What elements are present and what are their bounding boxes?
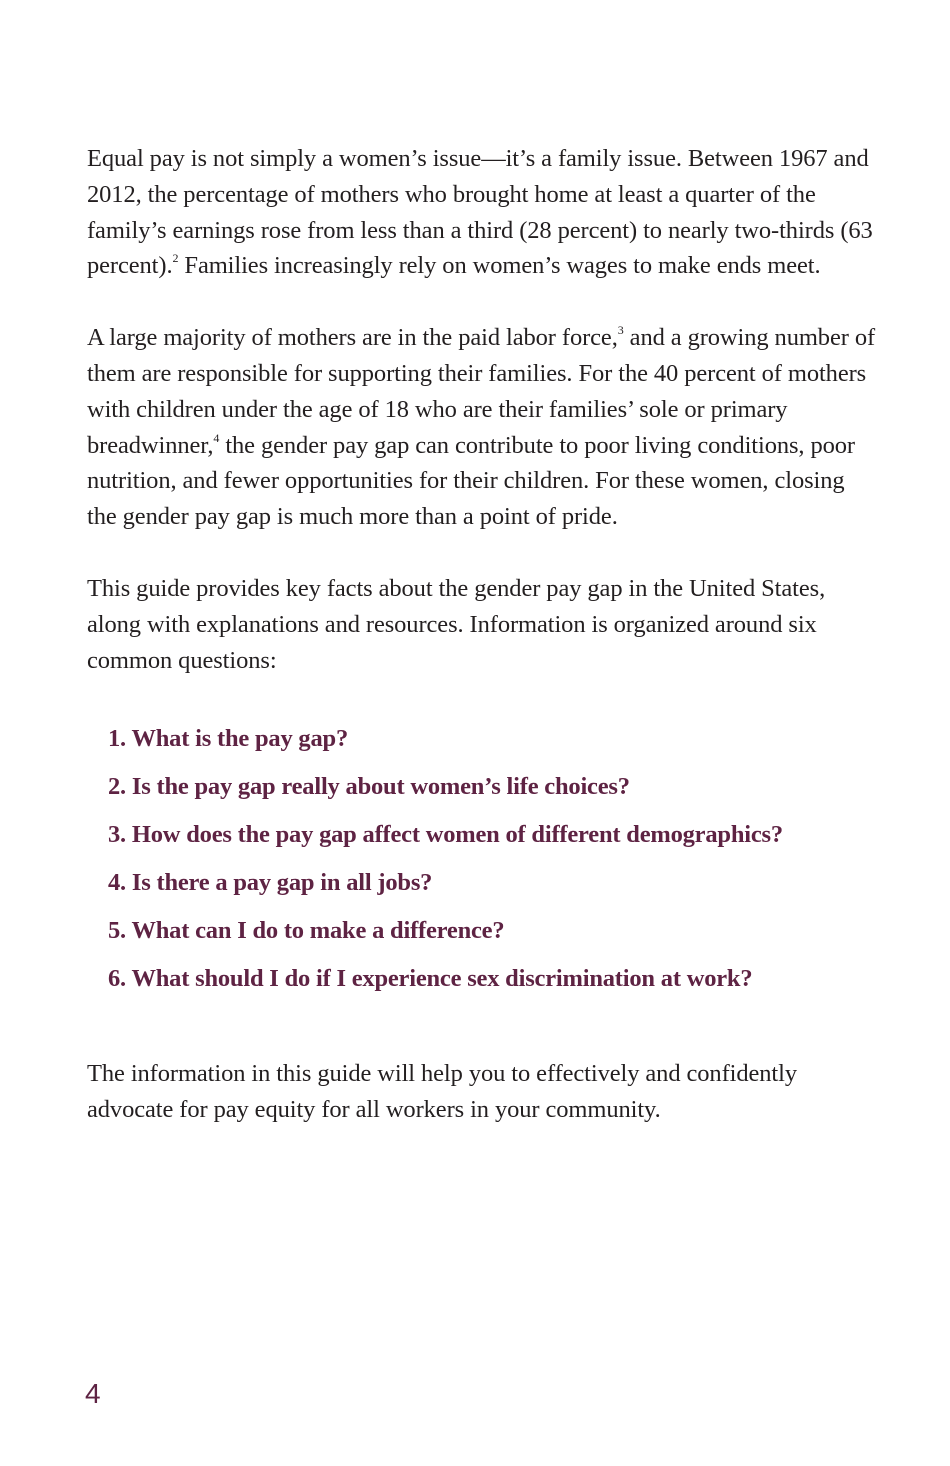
footnote-ref-4: 4 (213, 430, 220, 445)
paragraph-closing: The information in this guide will help you to effectively and confidently advocate for pay equity for all workers in your community. (87, 1060, 797, 1124)
paragraph-text: Families increasingly rely on women’s wages to make ends meet. (178, 252, 821, 280)
question-item: 1. What is the pay gap? (108, 725, 348, 753)
questions-list (87, 724, 877, 994)
paragraph-text: the gender pay gap can contribute to poor living conditions, poor nutrition, and fewer opportunities for their children. For these women, closing the gender pay gap is much more than a point of pride. (87, 431, 855, 531)
footnote-ref-2: 2 (172, 251, 179, 266)
paragraph-family-issue (87, 141, 877, 284)
footnote-ref-3: 3 (617, 323, 624, 338)
paragraph-text: A large majority of mothers are in the paid labor force, (87, 324, 618, 352)
question-item: 3. How does the pay gap affect women of different demographics? (108, 821, 783, 849)
paragraph-breadwinners (87, 320, 877, 535)
paragraph-text: Equal pay is not simply a women’s issue—it’s a family issue. Between 1967 and 2012, the percentage of mothers who brought home at least a quarter of the family’s earnings rose from less than a third (28 percent) to nearly two-thirds (63 percent). (87, 145, 873, 280)
question-item: 5. What can I do to make a difference? (108, 917, 505, 945)
paragraph-guide-intro: This guide provides key facts about the gender pay gap in the United States, along with explanations and resources. Information is organized around six common questions: (87, 574, 826, 674)
page-number: 4 (85, 1378, 101, 1409)
page-content (87, 141, 877, 1128)
paragraph-text: and a growing number of them are responsible for supporting their families. For the 40 percent of mothers with children under the age of 18 who are their families’ sole or primary breadwinner, (87, 324, 876, 459)
question-item: 2. Is the pay gap really about women’s life choices? (108, 773, 630, 801)
question-item: 4. Is there a pay gap in all jobs? (108, 869, 433, 897)
question-item: 6. What should I do if I experience sex discrimination at work? (108, 965, 753, 993)
